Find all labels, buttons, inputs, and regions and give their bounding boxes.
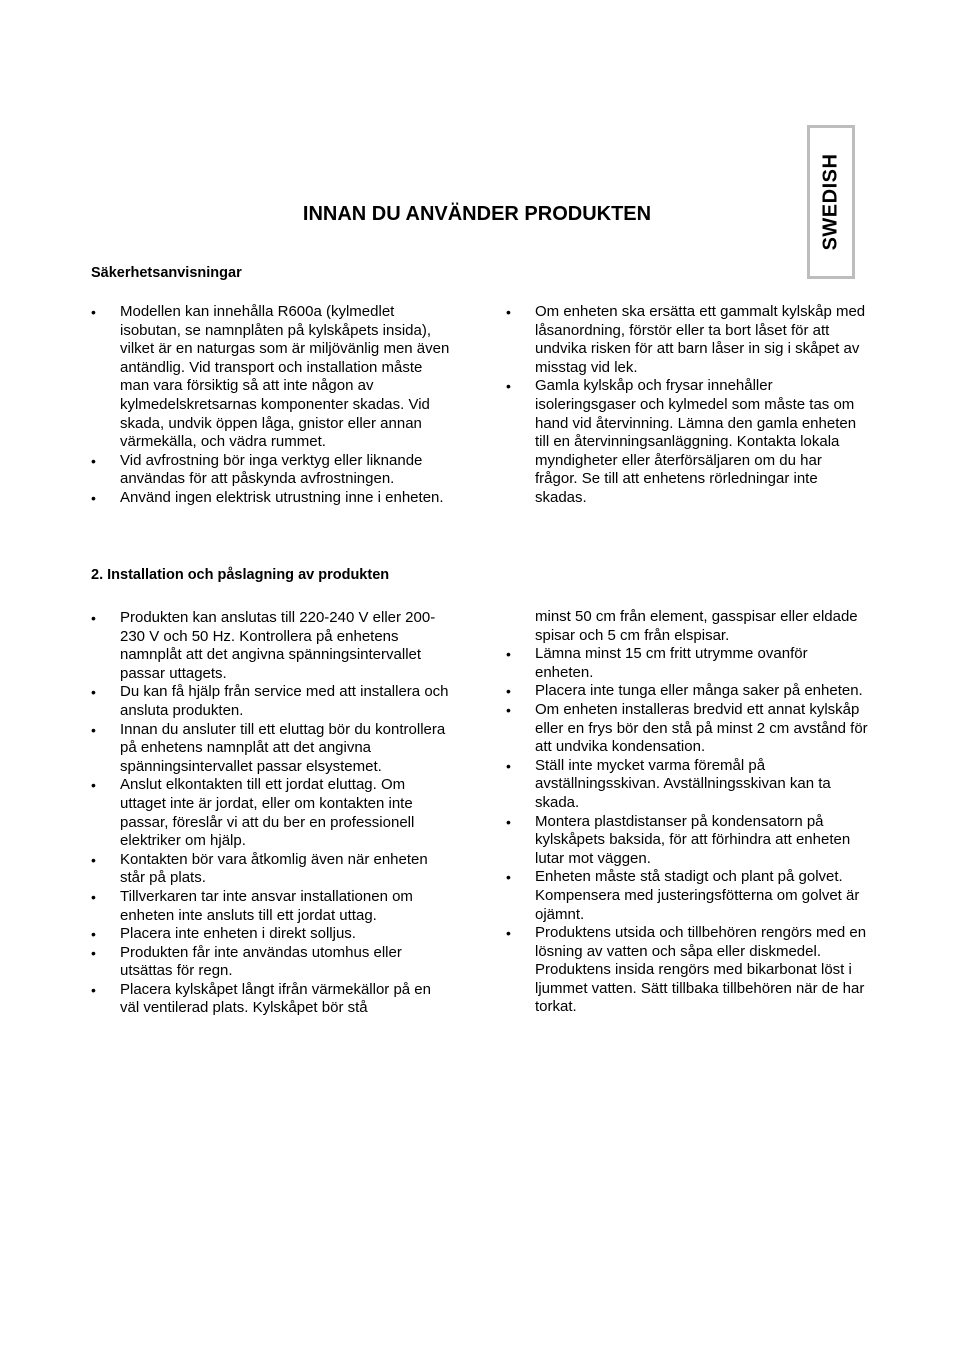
list-item: • Innan du ansluter till ett eluttag bör du kontrollera på enhetens namnplåt att det angivna spänningsintervallet passar elsystemet.: [91, 721, 453, 777]
list-item-continuation: minst 50 cm från element, gasspisar eller eldade spisar och 5 cm från elspisar.: [535, 608, 858, 644]
list-item: • Vid avfrostning bör inga verktyg eller liknande användas för att påskynda avfrostningen.: [91, 452, 453, 489]
section-heading-safety: Säkerhetsanvisningar: [91, 265, 242, 281]
list-item: • Placera kylskåpet långt ifrån värmekällor på en väl ventilerad plats. Kylskåpet bör stå: [91, 981, 453, 1018]
list-item: • Lämna minst 15 cm fritt utrymme ovanför enheten.: [506, 645, 868, 682]
list-item: • Placera inte enheten i direkt solljus.: [91, 925, 453, 944]
list-item: • Tillverkaren tar inte ansvar installationen om enheten inte ansluts till ett jordat uttag.: [91, 888, 453, 925]
list-item: • Ställ inte mycket varma föremål på avställningsskivan. Avställningsskivan kan ta skada.: [506, 757, 868, 813]
safety-list-right: [506, 303, 868, 508]
list-item: • Om enheten installeras bredvid ett annat kylskåp eller en frys bör den stå på minst 2 cm avstånd för att undvika kondensation.: [506, 701, 868, 757]
language-tab: [807, 125, 855, 279]
list-item: • Produkten får inte användas utomhus eller utsättas för regn.: [91, 944, 453, 981]
installation-list-right: [506, 608, 868, 1017]
list-item: • Produktens utsida och tillbehören rengörs med en lösning av vatten och såpa eller diskmedel. Produktens insida rengörs med bikarbonat löst i ljummet vatten. Sätt tillbaka tillbehören när de har torkat.: [506, 924, 868, 1017]
list-item: • Du kan få hjälp från service med att installera och ansluta produkten.: [91, 683, 453, 720]
safety-list-left: [91, 303, 453, 508]
list-item: • Gamla kylskåp och frysar innehåller isoleringsgaser och kylmedel som måste tas om hand vid återvinning. Lämna den gamla enheten till en återvinningsanläggning. Kontakta lokala myndigheter eller återförsäljaren om du har frågor. Se till att enhetens rörledningar inte skadas.: [506, 377, 868, 507]
list-item: • Använd ingen elektrisk utrustning inne i enheten.: [91, 489, 453, 508]
section-number: 2: [91, 567, 100, 583]
list-item: • Modellen kan innehålla R600a (kylmedlet isobutan, se namnplåten på kylskåpets insida), vilket är en naturgas som är miljövänlig men även antändlig. Vid transport och installation måste man vara försiktig så att inte någon av kylmedelskretsarnas komponenter skadas. Vid skada, undvik öppen låga, gnistor eller annan värmekälla, och vädra rummet.: [91, 303, 453, 452]
list-item: • Enheten måste stå stadigt och plant på golvet. Kompensera med justeringsfötterna om golvet är ojämnt.: [506, 868, 868, 924]
page-title: INNAN DU ANVÄNDER PRODUKTEN: [302, 203, 652, 225]
list-item: • Anslut elkontakten till ett jordat eluttag. Om uttaget inte är jordat, eller om kontakten inte passar, föreslår vi att du ber en professionell elektriker om hjälp.: [91, 776, 453, 850]
section-heading-text: . Installation och påslagning av produkten: [99, 567, 390, 583]
list-item: • Kontakten bör vara åtkomlig även när enheten står på plats.: [91, 851, 453, 888]
section-heading-installation: [91, 567, 389, 583]
list-item: • Produkten kan anslutas till 220-240 V eller 200-230 V och 50 Hz. Kontrollera på enhetens namnplåt att det angivna spänningsintervallet passar uttagets.: [91, 609, 453, 683]
list-item: • Placera inte tunga eller många saker på enheten.: [506, 682, 868, 701]
installation-list-left: [91, 609, 453, 1018]
list-item: • Montera plastdistanser på kondensatorn på kylskåpets baksida, för att förhindra att enheten lutar mot väggen.: [506, 813, 868, 869]
language-tab-label: SWEDISH: [819, 153, 842, 251]
list-item: • Om enheten ska ersätta ett gammalt kylskåp med låsanordning, förstör eller ta bort låset för att undvika risken för att barn låser in sig i skåpet av misstag vid lek.: [506, 303, 868, 377]
